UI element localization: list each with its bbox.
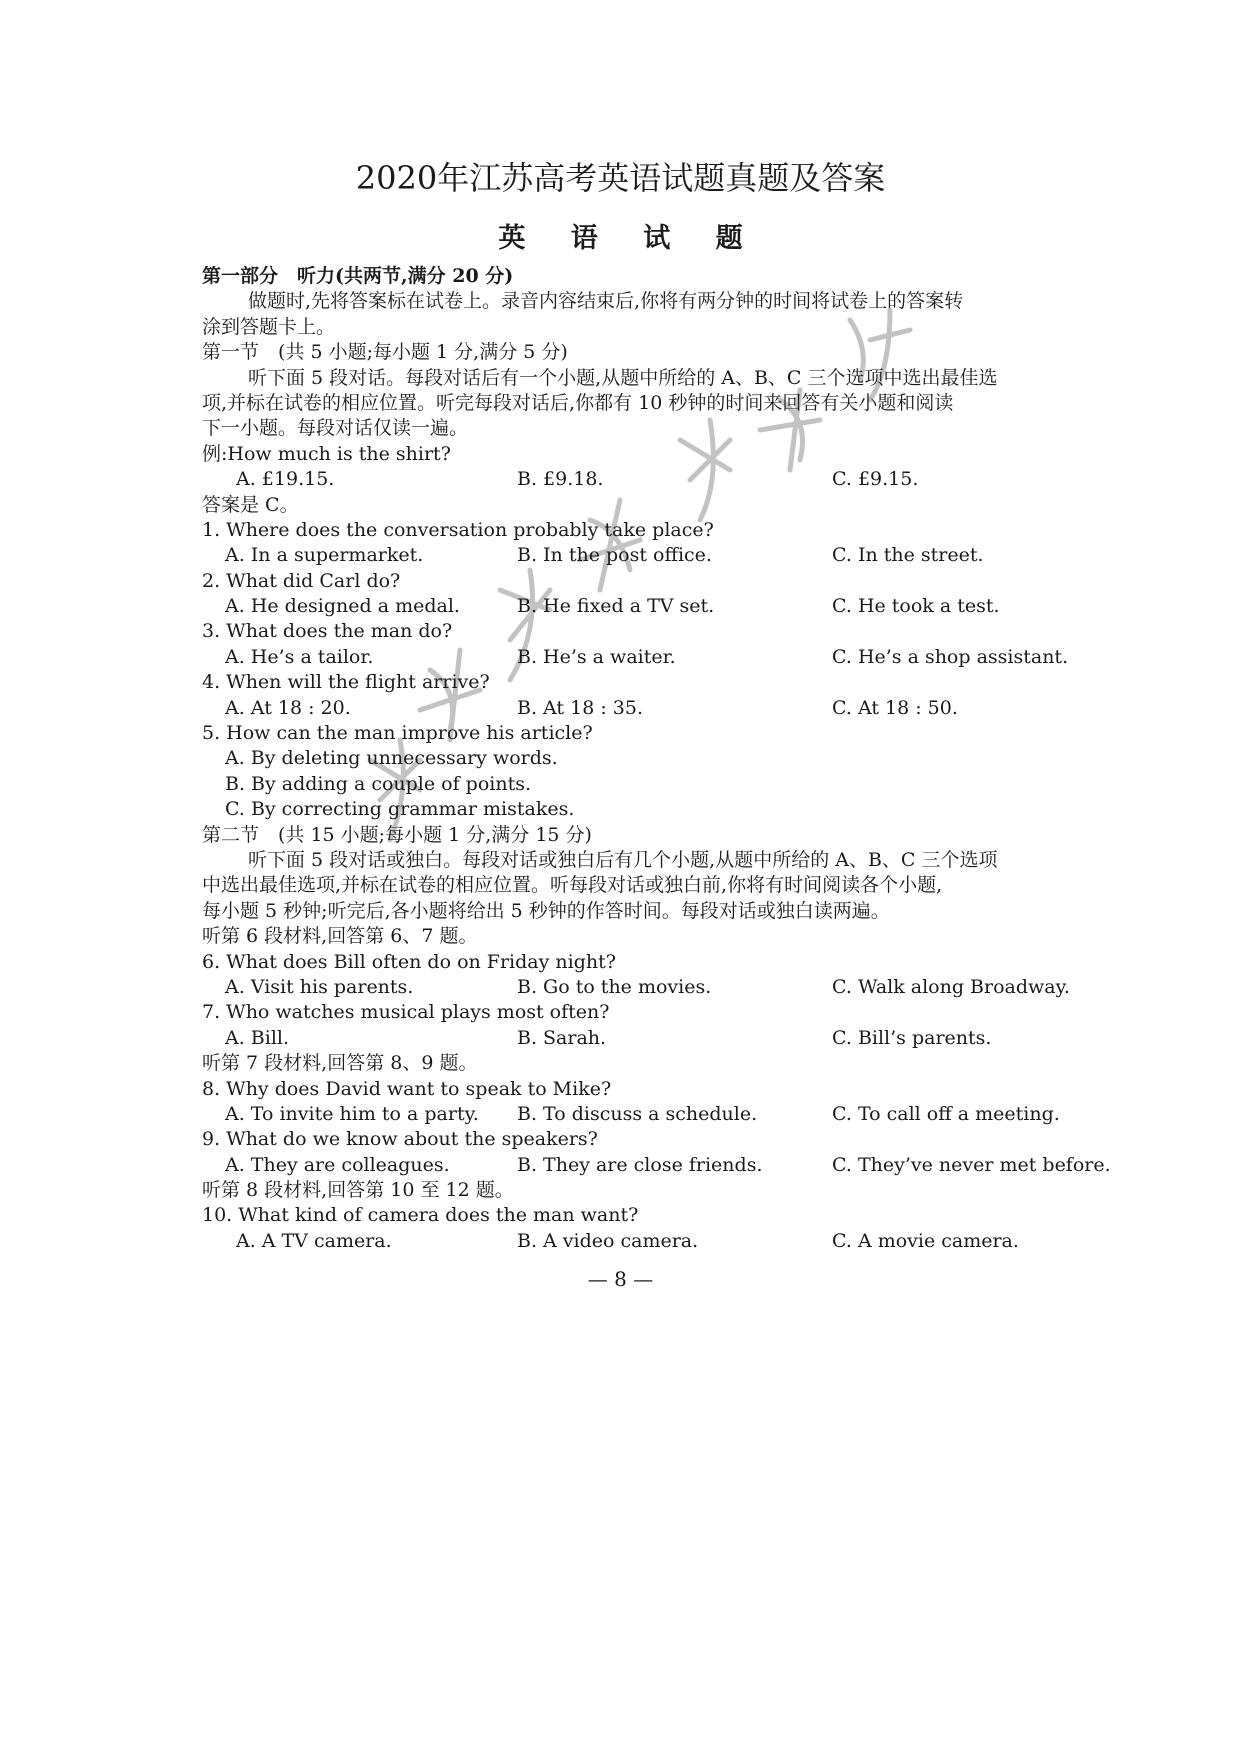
example-options (202, 467, 1102, 492)
question-options (202, 594, 1102, 619)
option-c: C. A movie camera. (832, 1229, 1019, 1252)
material-7-instruction: 听第 7 段材料,回答第 8、9 题。 (202, 1052, 478, 1075)
part1-intro-line-2: 涂到答题卡上。 (202, 315, 336, 338)
option-a: A. In a supermarket. (225, 544, 424, 567)
question-stem: 7. Who watches musical plays most often? (202, 1001, 610, 1024)
exam-body (202, 264, 1111, 1254)
option-b: B. A video camera. (517, 1229, 699, 1252)
exam-title: 英 语 试 题 (498, 223, 761, 254)
option-c: C. Walk along Broadway. (832, 975, 1070, 998)
option-a: A. By deleting unnecessary words. (225, 747, 558, 770)
question-stem: 2. What did Carl do? (202, 569, 401, 592)
option-a: A. To invite him to a party. (225, 1102, 479, 1125)
section1-intro-line-1: 听下面 5 段对话。每段对话后有一个小题,从题中所给的 A、B、C 三个选项中选出最佳选 (248, 366, 998, 389)
question-stem: 1. Where does the conversation probably take place? (202, 518, 714, 541)
section1-heading: 第一节 (共 5 小题;每小题 1 分,满分 5 分) (202, 341, 568, 364)
option-c: C. He’s a shop assistant. (832, 645, 1069, 668)
option-b: B. He fixed a TV set. (517, 595, 715, 618)
question-stem: 5. How can the man improve his article? (202, 722, 593, 745)
option-b: B. By adding a couple of points. (225, 772, 532, 795)
part1-intro-line-1: 做题时,先将答案标在试卷上。录音内容结束后,你将有两分钟的时间将试卷上的答案转 (248, 290, 964, 313)
option-b: B. To discuss a schedule. (517, 1102, 758, 1125)
question-stem: 4. When will the flight arrive? (202, 671, 490, 694)
section2-intro-line-1: 听下面 5 段对话或独白。每段对话或独白后有几个小题,从题中所给的 A、B、C 三个选项 (248, 848, 998, 871)
option-b: B. At 18 : 35. (517, 696, 643, 719)
question-options (202, 1229, 1102, 1254)
option-a: A. At 18 : 20. (225, 696, 351, 719)
question-stem: 10. What kind of camera does the man want? (202, 1204, 639, 1227)
option-a: A. He’s a tailor. (225, 645, 374, 668)
section2-intro-line-2: 中选出最佳选项,并标在试卷的相应位置。听每段对话或独白前,你将有时间阅读各个小题, (202, 874, 943, 897)
section1-intro-line-3: 下一小题。每段对话仅读一遍。 (202, 417, 469, 440)
option-b: B. Sarah. (517, 1026, 607, 1049)
example-answer: 答案是 C。 (202, 493, 299, 516)
option-c: C. In the street. (832, 544, 984, 567)
option-a: A. Visit his parents. (225, 975, 414, 998)
option-c: C. At 18 : 50. (832, 696, 958, 719)
option-b: B. He’s a waiter. (517, 645, 676, 668)
option-c: C. Bill’s parents. (832, 1026, 992, 1049)
example-option-a: A. £19.15. (236, 468, 335, 491)
option-c: C. He took a test. (832, 595, 1000, 618)
question-options (202, 696, 1102, 721)
part1-heading: 第一部分 听力(共两节,满分 20 分) (202, 265, 514, 287)
example-option-b: B. £9.18. (517, 468, 604, 491)
example-option-c: C. £9.15. (832, 468, 919, 491)
option-c: C. To call off a meeting. (832, 1102, 1060, 1125)
option-b: B. In the post office. (517, 544, 712, 567)
option-a: A. A TV camera. (236, 1229, 392, 1252)
question-options (202, 975, 1102, 1000)
option-a: A. They are colleagues. (225, 1153, 450, 1176)
question-options (202, 645, 1102, 670)
material-6-instruction: 听第 6 段材料,回答第 6、7 题。 (202, 925, 478, 948)
option-a: A. He designed a medal. (225, 595, 460, 618)
option-a: A. Bill. (225, 1026, 290, 1049)
option-b: B. Go to the movies. (517, 975, 712, 998)
question-stem: 3. What does the man do? (202, 620, 453, 643)
section2-intro-line-3: 每小题 5 秒钟;听完后,各小题将给出 5 秒钟的作答时间。每段对话或独白读两遍。 (202, 899, 890, 922)
question-stem: 8. Why does David want to speak to Mike? (202, 1077, 612, 1100)
question-options (202, 1102, 1102, 1127)
document-title: 2020年江苏高考英语试题真题及答案 (355, 159, 886, 197)
example-question: 例:How much is the shirt? (202, 442, 451, 465)
option-c: C. They’ve never met before. (832, 1153, 1111, 1176)
option-c: C. By correcting grammar mistakes. (225, 798, 575, 821)
question-options (202, 543, 1102, 568)
question-options (202, 1026, 1102, 1051)
question-stem: 9. What do we know about the speakers? (202, 1128, 598, 1151)
section1-intro-line-2: 项,并标在试卷的相应位置。听完每段对话后,你都有 10 秒钟的时间来回答有关小题和阅读 (202, 391, 954, 414)
material-8-instruction: 听第 8 段材料,回答第 10 至 12 题。 (202, 1179, 514, 1202)
question-options (202, 1153, 1111, 1178)
page-number: — 8 — (587, 1267, 654, 1291)
question-stem: 6. What does Bill often do on Friday night? (202, 950, 616, 973)
section2-heading: 第二节 (共 15 小题;每小题 1 分,满分 15 分) (202, 823, 592, 846)
option-b: B. They are close friends. (517, 1153, 763, 1176)
